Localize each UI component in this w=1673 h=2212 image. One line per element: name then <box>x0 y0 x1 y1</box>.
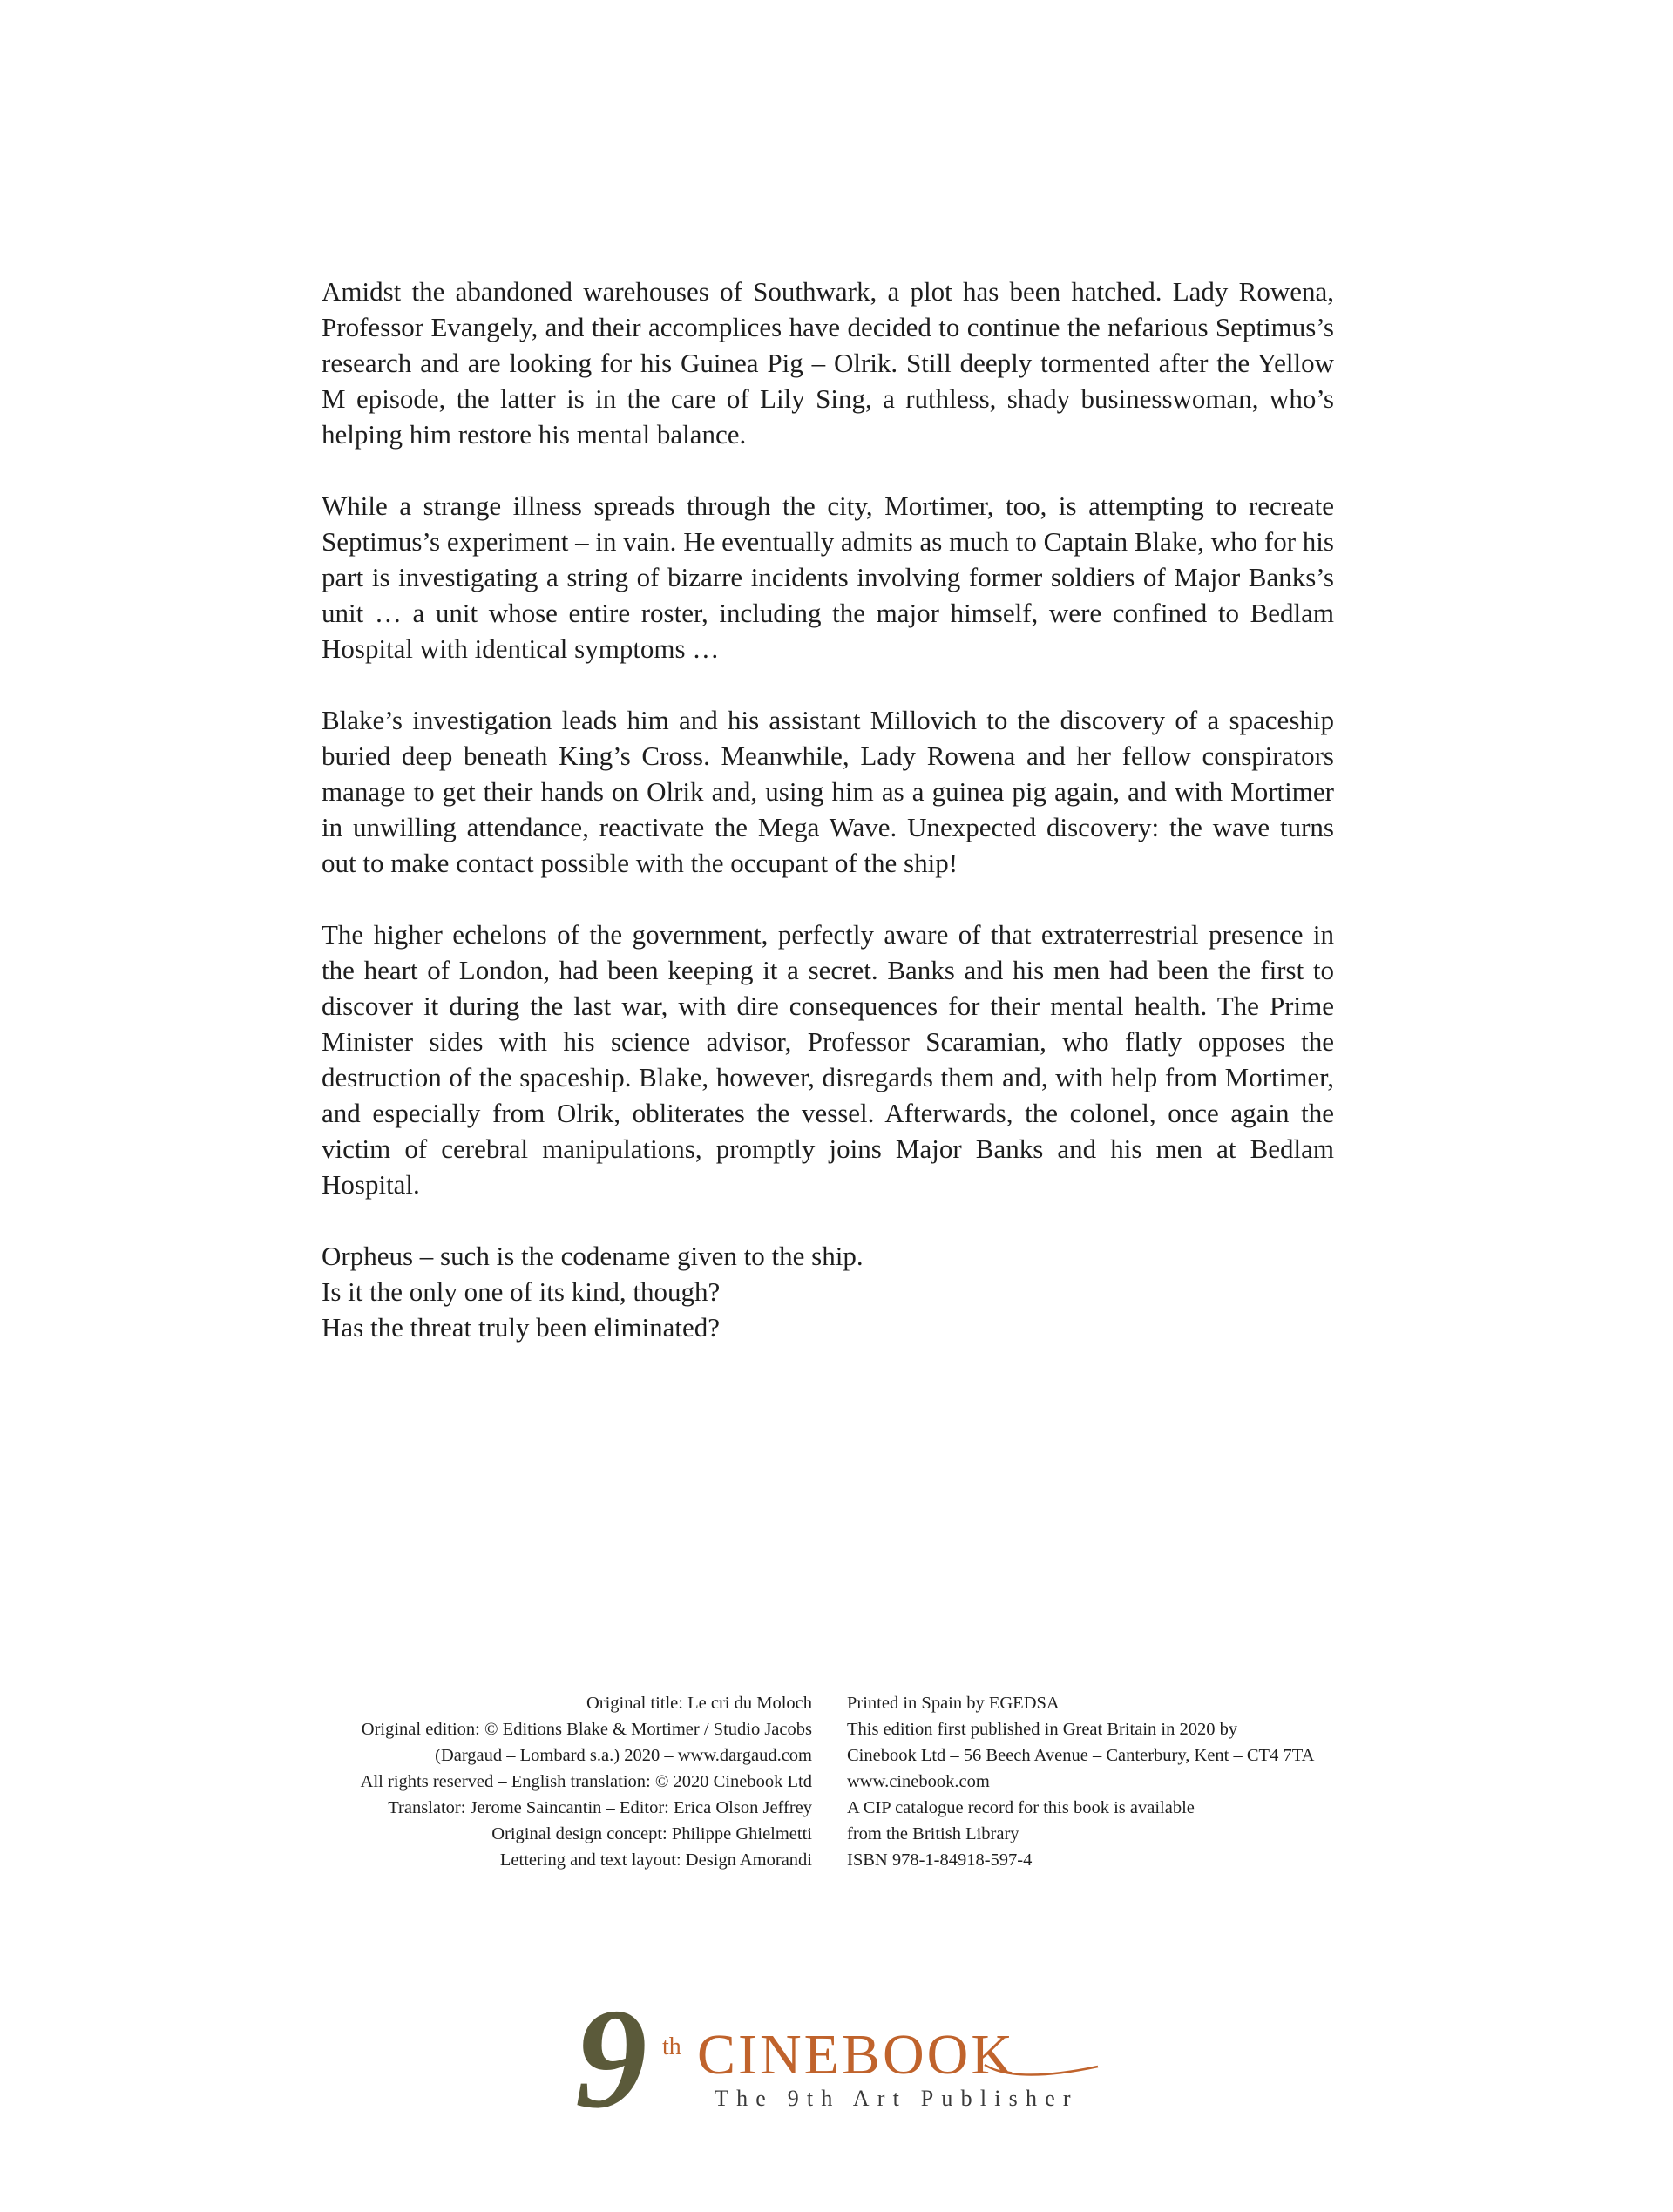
synopsis-paragraph: The higher echelons of the government, perfectly aware of that extraterrestrial presence in the heart of London, had been keeping it a secret. Banks and his men had been the first to discover it during the last war, with dire consequences for their mental health. The Prime Minister sides with his science advisor, Professor Scaramian, who flatly opposes the destruction of the spaceship. Blake, however, disregards them and, with help from Mortimer, and especially from Olrik, obliterates the vessel. Afterwards, the colonel, once again the victim of cerebral manipulations, promptly joins Major Banks and his men at Bedlam Hospital. <box>322 919 1334 1200</box>
credit-line: from the British Library <box>847 1824 1019 1843</box>
synopsis-closing <box>322 1238 1334 1345</box>
synopsis-paragraph: While a strange illness spreads through the city, Mortimer, too, is attempting to recreate Septimus’s experiment – in vain. He eventually admits as much to Captain Blake, who for his part is investigating a string of bizarre incidents involving former soldiers of Major Banks’s unit … a unit whose entire roster, including the major himself, were confined to Bedlam Hospital with identical symptoms … <box>322 490 1334 664</box>
closing-line: Is it the only one of its kind, though? <box>322 1276 721 1307</box>
credit-line: Cinebook Ltd – 56 Beech Avenue – Canterbury, Kent – CT4 7TA <box>847 1746 1315 1765</box>
synopsis-paragraph: Amidst the abandoned warehouses of Southwark, a plot has been hatched. Lady Rowena, Professor Evangely, and their accomplices have decided to continue the nefarious Septimus’s research and are looking for his Guinea Pig – Olrik. Still deeply tormented after the Yellow M episode, the latter is in the care of Lily Sing, a ruthless, shady businesswoman, who’s helping him restore his mental balance. <box>322 276 1334 450</box>
credits-right <box>847 1690 1474 1873</box>
credit-line: Original title: Le cri du Moloch <box>586 1694 812 1713</box>
closing-line: Has the threat truly been eliminated? <box>322 1312 721 1343</box>
logo-superscript: th <box>662 2033 681 2060</box>
credit-line: (Dargaud – Lombard s.a.) 2020 – www.dargaud.com <box>435 1746 812 1765</box>
credit-line: Printed in Spain by EGEDSA <box>847 1694 1060 1713</box>
cinebook-logo <box>575 2004 1115 2117</box>
logo-tagline: The 9th Art Publisher <box>715 2086 1079 2111</box>
cinebook-logo-graphic <box>575 2004 1115 2117</box>
credit-line: All rights reserved – English translation: © 2020 Cinebook Ltd <box>360 1772 812 1791</box>
credit-line: ISBN 978-1-84918-597-4 <box>847 1850 1033 1870</box>
credit-line: Lettering and text layout: Design Amorandi <box>499 1850 812 1870</box>
credits-left <box>227 1690 812 1873</box>
logo-numeral: 9 <box>575 2004 647 2117</box>
closing-line: Orpheus – such is the codename given to the ship. <box>322 1241 864 1271</box>
synopsis <box>322 274 1334 1345</box>
credit-line: Original edition: © Editions Blake & Mortimer / Studio Jacobs <box>361 1720 812 1739</box>
logo-name: CINEBOOK <box>697 2023 1015 2087</box>
credit-line: www.cinebook.com <box>847 1772 990 1791</box>
credit-line: A CIP catalogue record for this book is available <box>847 1798 1195 1817</box>
credit-line: Translator: Jerome Saincantin – Editor: Erica Olson Jeffrey <box>388 1798 812 1817</box>
credit-line: Original design concept: Philippe Ghielmetti <box>491 1824 812 1843</box>
credit-line: This edition first published in Great Britain in 2020 by <box>847 1720 1238 1739</box>
synopsis-paragraph: Blake’s investigation leads him and his assistant Millovich to the discovery of a spaceship buried deep beneath King’s Cross. Meanwhile, Lady Rowena and her fellow conspirators manage to get their hands on Olrik and, using him as a guinea pig again, and with Mortimer in unwilling attendance, reactivate the Mega Wave. Unexpected discovery: the wave turns out to make contact possible with the occupant of the ship! <box>322 705 1334 878</box>
